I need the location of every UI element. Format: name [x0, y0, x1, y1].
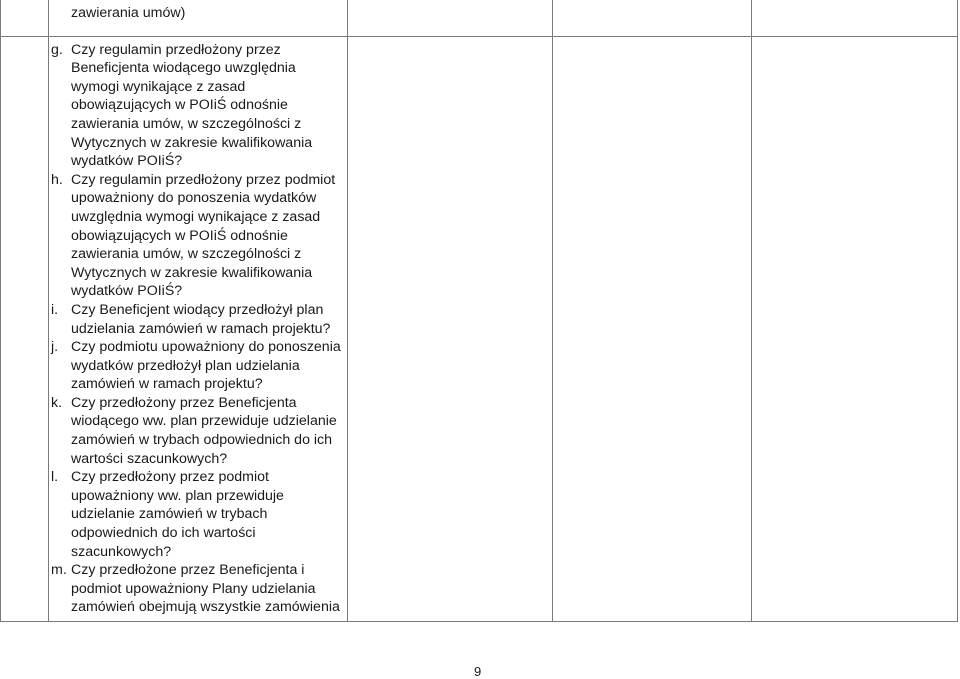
column-border-4 — [751, 0, 752, 622]
column-border-right — [957, 0, 958, 622]
list-item-k — [51, 394, 347, 468]
column-border-left — [0, 0, 1, 622]
row-divider-bottom — [0, 621, 958, 622]
list-item-i — [51, 301, 347, 338]
item-text: Czy Beneficjent wiodący przedłożył plan udzielania zamówień w ramach projektu? — [71, 301, 331, 337]
continuation-text: zawierania umów) — [71, 5, 186, 21]
question-cell — [51, 0, 347, 617]
item-letter: k. — [51, 394, 63, 411]
item-letter: l. — [51, 469, 59, 486]
list-item-m — [51, 561, 347, 617]
list-item-g — [51, 41, 347, 171]
item-letter: g. — [51, 41, 63, 58]
item-text: Czy regulamin przedłożony przez Beneficjenta wiodącego uwzględnia wymogi wynikające z zasad obowiązujących w POIiŚ odnośnie zawierania umów, w szczególności z Wytycznych w zakresie kwalifikowania wydatków POIiŚ? — [71, 41, 313, 170]
item-letter: m. — [51, 562, 67, 579]
list-item-h — [51, 171, 347, 301]
item-list — [51, 41, 347, 617]
column-border-3 — [552, 0, 553, 622]
column-border-1 — [48, 0, 49, 622]
item-text: Czy przedłożony przez Beneficjenta wiodącego ww. plan przewiduje udzielanie zamówień w trybach odpowiednich do ich wartości szacunkowych? — [71, 394, 337, 467]
item-text: Czy regulamin przedłożony przez podmiot upoważniony do ponoszenia wydatków uwzględnia wymogi wynikające z zasad obowiązujących w POIiŚ odnośnie zawierania umów, w szczególności z Wytycznych w zakresie kwalifikowania wydatków POIiŚ? — [71, 171, 336, 300]
item-letter: j. — [51, 339, 59, 356]
list-item-l — [51, 468, 347, 561]
item-text: Czy przedłożone przez Beneficjenta i podmiot upoważniony Plany udzielania zamówień obejmują wszystkie zamówienia — [71, 562, 340, 616]
list-item-j — [51, 338, 347, 394]
item-letter: h. — [51, 171, 63, 188]
page-number: 9 — [474, 664, 482, 679]
item-letter: i. — [51, 301, 59, 318]
column-border-2 — [347, 0, 348, 622]
item-text: Czy podmiotu upoważniony do ponoszenia wydatków przedłożył plan udzielania zamówień w ramach projektu? — [71, 339, 341, 393]
item-text: Czy przedłożony przez podmiot upoważniony ww. plan przewiduje udzielanie zamówień w trybach odpowiednich do ich wartości szacunkowych? — [71, 469, 284, 560]
